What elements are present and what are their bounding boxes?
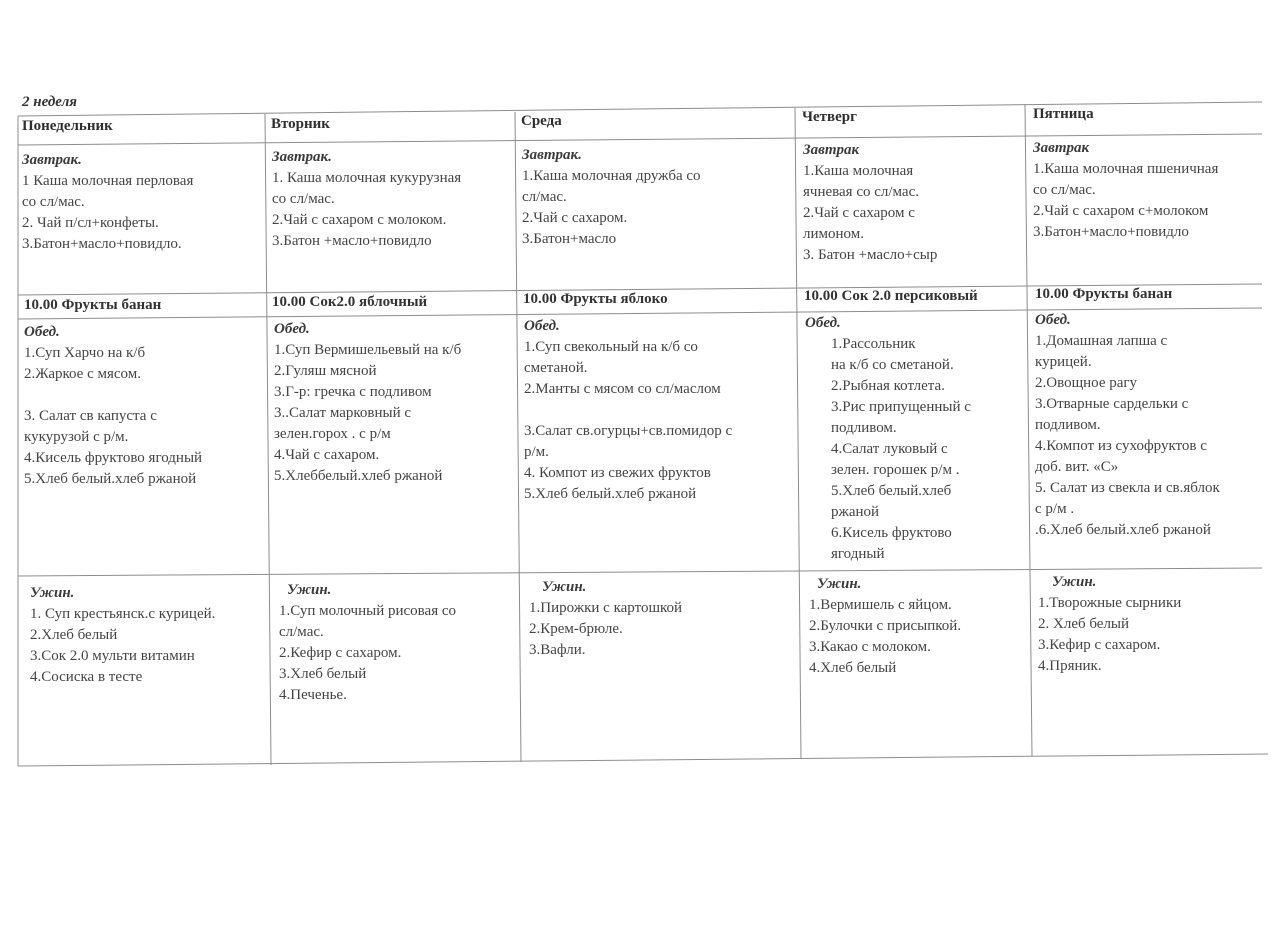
menu-item: 2.Гуляш мясной (274, 363, 377, 379)
day-header-thursday: Четверг (802, 109, 857, 125)
menu-item: 3.Сок 2.0 мульти витамин (30, 648, 195, 664)
snack-monday: 10.00 Фрукты банан (24, 297, 162, 313)
menu-item: 4. Компот из свежих фруктов (524, 465, 711, 481)
menu-item: 4.Пряник. (1038, 658, 1102, 674)
day-header-wednesday: Среда (521, 113, 562, 129)
lunch-label: Обед. (24, 324, 60, 340)
lunch-label: Обед. (1035, 312, 1071, 328)
menu-item: 2.Чай с сахаром с+молоком (1033, 203, 1209, 219)
menu-item: 1. Каша молочная кукурузная со сл/мас. (272, 170, 462, 207)
menu-item: 2.Чай с сахаром с лимоном. (803, 205, 915, 242)
menu-item: 1.Рассольник на к/б со сметаной. (831, 336, 954, 373)
menu-item: 3.Батон+масло+повидло (1033, 224, 1189, 240)
day-header-friday: Пятница (1033, 106, 1094, 122)
blank-line (524, 400, 799, 421)
menu-item: 3. Салат св капуста с кукурузой с р/м. (24, 408, 157, 445)
menu-item: 2.Жаркое с мясом. (24, 366, 142, 382)
menu-item: 4.Кисель фруктово ягодный (24, 450, 203, 466)
menu-item: 5. Салат из свекла и св.яблок с р/м . (1035, 480, 1220, 517)
menu-item: 3.Батон+масло+повидло. (22, 236, 182, 252)
menu-item: 5.Хлеб белый.хлеб ржаной (524, 486, 697, 502)
day-header-tuesday: Вторник (271, 116, 330, 132)
day-header-monday: Понедельник (22, 118, 113, 134)
menu-item: 1.Творожные сырники (1038, 595, 1182, 611)
menu-item: 3. Батон +масло+сыр (803, 247, 938, 263)
breakfast-label: Завтрак. (22, 152, 82, 168)
lunch-label: Обед. (524, 318, 560, 334)
menu-item: 4.Салат луковый с зелен. горошек р/м . (831, 441, 960, 478)
week-title: 2 неделя (22, 94, 78, 110)
menu-item: 1. Суп крестьянск.с курицей. (30, 606, 216, 622)
menu-item: 4.Чай с сахаром. (274, 447, 380, 463)
snack-tuesday: 10.00 Сок2.0 яблочный (272, 294, 428, 310)
snack-thursday: 10.00 Сок 2.0 персиковый (804, 288, 978, 304)
breakfast-cell-tuesday (272, 147, 517, 252)
menu-item: 2.Хлеб белый (30, 627, 118, 643)
menu-item: 1.Каша молочная ячневая со сл/мас. (803, 163, 919, 200)
menu-item: 4.Сосиска в тесте (30, 669, 143, 685)
blank-line (24, 385, 266, 406)
menu-item: 2.Чай с сахаром. (522, 210, 628, 226)
breakfast-label: Завтрак (1033, 140, 1090, 156)
dinner-label: Ужин. (542, 579, 587, 595)
menu-item: .6.Хлеб белый.хлеб ржаной (1035, 522, 1211, 538)
menu-item: 1.Суп Харчо на к/б (24, 345, 146, 361)
menu-item: 3.Хлеб белый (279, 666, 367, 682)
breakfast-label: Завтрак. (522, 147, 582, 163)
dinner-cell-monday (30, 583, 266, 688)
dinner-label: Ужин. (1052, 574, 1097, 590)
snack-friday: 10.00 Фрукты банан (1035, 286, 1173, 302)
snack-wednesday: 10.00 Фрукты яблоко (523, 291, 668, 307)
menu-item: 2. Хлеб белый (1038, 616, 1130, 632)
dinner-cell-tuesday (279, 580, 519, 706)
menu-item: 2. Чай п/сл+конфеты. (22, 215, 159, 231)
lunch-cell-thursday (805, 313, 1027, 565)
menu-item: 5.Хлеббелый.хлеб ржаной (274, 468, 443, 484)
menu-item: 4.Хлеб белый (809, 660, 897, 676)
breakfast-cell-thursday (803, 140, 1025, 266)
menu-item: 2.Кефир с сахаром. (279, 645, 402, 661)
dinner-cell-wednesday (529, 577, 794, 661)
menu-item: 3.Салат св.огурцы+св.помидор с р/м. (524, 423, 733, 460)
lunch-cell-friday (1035, 310, 1270, 541)
menu-item: 3..Салат марковный с зелен.горох . с р/м (274, 405, 412, 442)
menu-item: 2.Булочки с присыпкой. (809, 618, 962, 634)
menu-item: 5.Хлеб белый.хлеб ржаной (831, 483, 952, 520)
dinner-label: Ужин. (30, 585, 75, 601)
menu-item: 3.Вафли. (529, 642, 586, 658)
dinner-label: Ужин. (817, 576, 862, 592)
menu-item: 4.Компот из сухофруктов с доб. вит. «С» (1035, 438, 1207, 475)
breakfast-cell-friday (1033, 138, 1268, 243)
menu-item: 3.Отварные сардельки с подливом. (1035, 396, 1189, 433)
menu-item: 2.Крем-брюле. (529, 621, 623, 637)
menu-item: 1.Вермишель с яйцом. (809, 597, 952, 613)
menu-item: 1.Суп свекольный на к/б со сметаной. (524, 339, 698, 376)
menu-item: 3.Какао с молоком. (809, 639, 931, 655)
breakfast-cell-monday (22, 150, 262, 255)
breakfast-cell-wednesday (522, 145, 792, 250)
menu-item: 1.Домашная лапша с курицей. (1035, 333, 1168, 370)
dinner-cell-friday (1038, 572, 1270, 677)
dinner-label: Ужин. (287, 582, 332, 598)
menu-item: 1 Каша молочная перловая со сл/мас. (22, 173, 194, 210)
lunch-label: Обед. (805, 315, 841, 331)
menu-item: 2.Овощное рагу (1035, 375, 1138, 391)
menu-item: 2.Чай с сахаром с молоком. (272, 212, 447, 228)
menu-item: 2.Рыбная котлета. (831, 378, 945, 394)
menu-item: 3.Рис припущенный с подливом. (831, 399, 971, 436)
row-line-bottom (18, 754, 1268, 766)
lunch-cell-tuesday (274, 319, 519, 487)
breakfast-label: Завтрак (803, 142, 860, 158)
dinner-cell-thursday (809, 574, 1029, 679)
menu-item: 3.Батон +масло+повидло (272, 233, 432, 249)
lunch-cell-monday (24, 322, 266, 490)
menu-item: 1.Каша молочная дружба со сл/мас. (522, 168, 701, 205)
menu-item: 5.Хлеб белый.хлеб ржаной (24, 471, 197, 487)
menu-item: 2.Манты с мясом со сл/маслом (524, 381, 721, 397)
menu-item: 4.Печенье. (279, 687, 347, 703)
menu-item: 1.Пирожки с картошкой (529, 600, 683, 616)
menu-item: 3.Кефир с сахаром. (1038, 637, 1161, 653)
menu-item: 6.Кисель фруктово ягодный (831, 525, 952, 562)
breakfast-label: Завтрак. (272, 149, 332, 165)
menu-item: 1.Суп Вермишельевый на к/б (274, 342, 462, 358)
menu-item: 1.Каша молочная пшеничная со сл/мас. (1033, 161, 1219, 198)
menu-item: 3.Г-р: гречка с подливом (274, 384, 432, 400)
menu-item: 3.Батон+масло (522, 231, 617, 247)
lunch-label: Обед. (274, 321, 310, 337)
lunch-cell-wednesday (524, 316, 799, 505)
menu-item: 1.Суп молочный рисовая со сл/мас. (279, 603, 457, 640)
